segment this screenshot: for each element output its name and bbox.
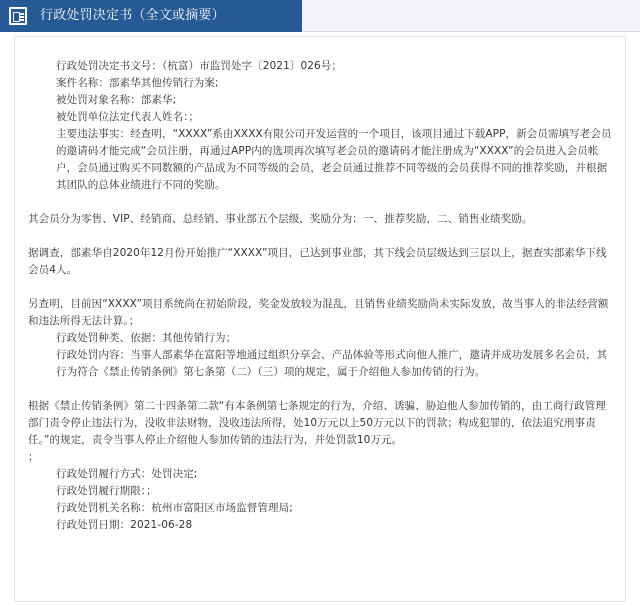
penalty-type: 行政处罚种类、依据：其他传销行为；: [56, 332, 237, 344]
penalty-date: 行政处罚日期：2021-06-28: [56, 519, 193, 531]
header-title: 行政处罚决定书（全文或摘要）: [40, 8, 225, 23]
document-body: [28, 58, 612, 534]
document-icon: [9, 7, 27, 25]
case-name: 案件名称：部素华其他传销行为案;: [56, 77, 219, 89]
main-facts: 主要违法事实：经查明，“XXXX”系由XXXX有限公司开发运营的一个项目，该项目通过下载APP，新会员需填写老会员的邀请码才能完成“会员注册，再通过APP内的选项再次填写老会员的邀请码才能注册成为“XXXX”的会员进入会员帐户，会员通过购买不同数额的产品成为不同等级的会员，老会员通过推荐不同等级的会员获得不同的推荐奖励，并根据其团队的总体业绩进行不同的奖励。: [56, 128, 612, 191]
legal-basis: 根据《禁止传销条例》第二十四条第二款“有本条例第七条规定的行为，介绍、诱骗、胁迫他人参加传销的，由工商行政管理部门责令停止违法行为，没收非法财物，没收违法所得，处10万元以上50万元以下的罚款；构成犯罪的，依法追究刑事责任。”的规定，责令当事人停止介绍他人参加传销的违法行为，并处罚款10万元。: [28, 400, 606, 446]
legal-representative: 被处罚单位法定代表人姓名：；: [56, 111, 200, 123]
member-levels: 其会员分为零售、VIP、经销商、总经销、事业部五个层级，奖励分为：一、推荐奖励，二、销售业绩奖励。: [28, 213, 533, 225]
separator-semicolon: ；: [28, 451, 39, 463]
decision-number: 行政处罚决定书文号：（杭富）市监罚处字〔2021〕026号；: [56, 60, 343, 72]
authority-name: 行政处罚机关名称：杭州市富阳区市场监督管理局;: [56, 502, 293, 514]
further-findings: 另查明，目前因“XXXX”项目系统尚在初始阶段，奖金发放较为混乱，且销售业绩奖励尚未实际发放，故当事人的非法经营额和违法所得无法计算。；: [28, 298, 609, 327]
page-header: [0, 0, 640, 32]
investigation-findings: 据调查，部素华自2020年12月份开始推广“XXXX”项目，已达到事业部，其下线会员层级达到三层以上，据查实部素华下线会员4人。: [28, 247, 607, 276]
header-tab: [0, 0, 302, 32]
performance-deadline: 行政处罚履行期限：；: [56, 485, 157, 497]
performance-method: 行政处罚履行方式：处罚决定;: [56, 468, 198, 480]
target-name: 被处罚对象名称：部素华;: [56, 94, 177, 106]
penalty-content: 行政处罚内容：当事人部素华在富阳等地通过组织分享会、产品体验等形式向他人推广，邀请并成功发展多名会员，其行为符合《禁止传销条例》第七条第（二）（三）项的规定，属于介绍他人参加传销的行为。: [56, 349, 608, 378]
